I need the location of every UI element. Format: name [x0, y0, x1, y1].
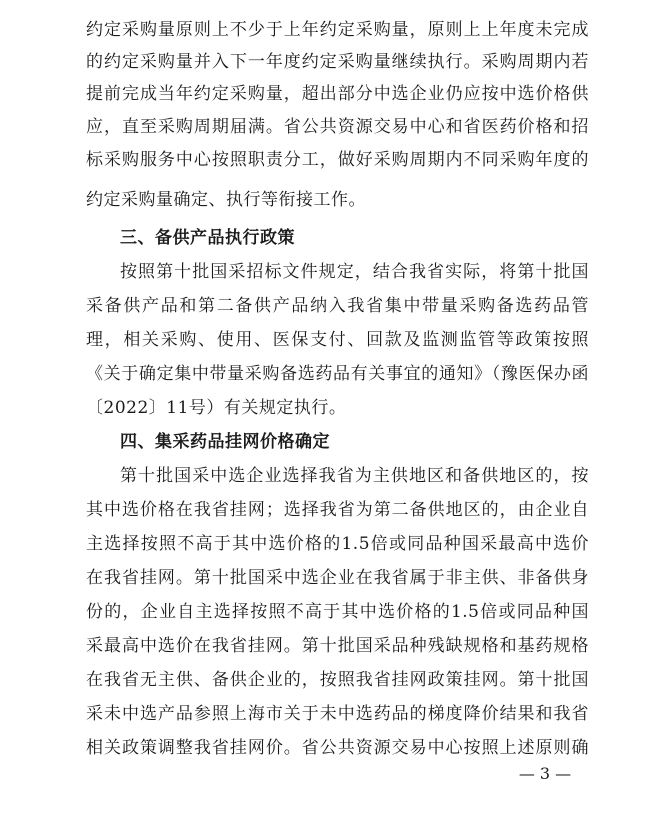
paragraph-3-line-5: 份的，企业自主选择按照不高于其中选价格的1.5倍或同品种国 [86, 602, 589, 622]
paragraph-2-line-4: 《关于确定集中带量采购备选药品有关事宜的通知》（豫医保办函 [86, 364, 589, 384]
paragraph-3-line-9: 相关政策调整我省挂网价。省公共资源交易中心按照上述原则确 [86, 738, 589, 758]
paragraph-3-line-4: 在我省挂网。第十批国采中选企业在我省属于非主供、非备供身 [86, 568, 589, 588]
paragraph-3-line-1: 第十批国采中选企业选择我省为主供地区和备供地区的，按 [120, 466, 589, 486]
paragraph-2-line-3: 理，相关采购、使用、医保支付、回款及监测监管等政策按照 [86, 330, 589, 350]
paragraph-3-line-8: 采未中选产品参照上海市关于未中选药品的梯度降价结果和我省 [86, 704, 589, 724]
paragraph-1-line-1: 约定采购量原则上不少于上年约定采购量，原则上上年度未完成 [86, 20, 589, 40]
section-heading-3: 三、备供产品执行政策 [120, 228, 295, 248]
paragraph-1-line-4: 应，直至采购周期届满。省公共资源交易中心和省医药价格和招 [86, 117, 589, 137]
paragraph-1-line-3: 提前完成当年约定采购量，超出部分中选企业仍应按中选价格供 [86, 84, 589, 104]
page-number: — 3 — [518, 764, 572, 783]
paragraph-2-line-5: 〔2022〕11号）有关规定执行。 [86, 398, 347, 418]
paragraph-2-line-1: 按照第十批国采招标文件规定，结合我省实际，将第十批国 [120, 262, 589, 282]
paragraph-3-line-3: 主选择按照不高于其中选价格的1.5倍或同品种国采最高中选价 [86, 534, 589, 554]
paragraph-3-line-6: 采最高中选价在我省挂网。第十批国采品种残缺规格和基药规格 [86, 636, 589, 656]
paragraph-1-line-2: 的约定采购量并入下一年度约定采购量继续执行。采购周期内若 [86, 52, 589, 72]
paragraph-3-line-2: 其中选价格在我省挂网；选择我省为第二备供地区的，由企业自 [86, 500, 589, 520]
paragraph-3-line-7: 在我省无主供、备供企业的，按照我省挂网政策挂网。第十批国 [86, 670, 589, 690]
section-heading-4: 四、集采药品挂网价格确定 [120, 432, 330, 452]
paragraph-1-line-5: 标采购服务中心按照职责分工，做好采购周期内不同采购年度的 [86, 150, 589, 170]
paragraph-1-line-6: 约定采购量确定、执行等衔接工作。 [86, 190, 366, 210]
paragraph-2-line-2: 采备供产品和第二备供产品纳入我省集中带量采购备选药品管 [86, 296, 589, 316]
